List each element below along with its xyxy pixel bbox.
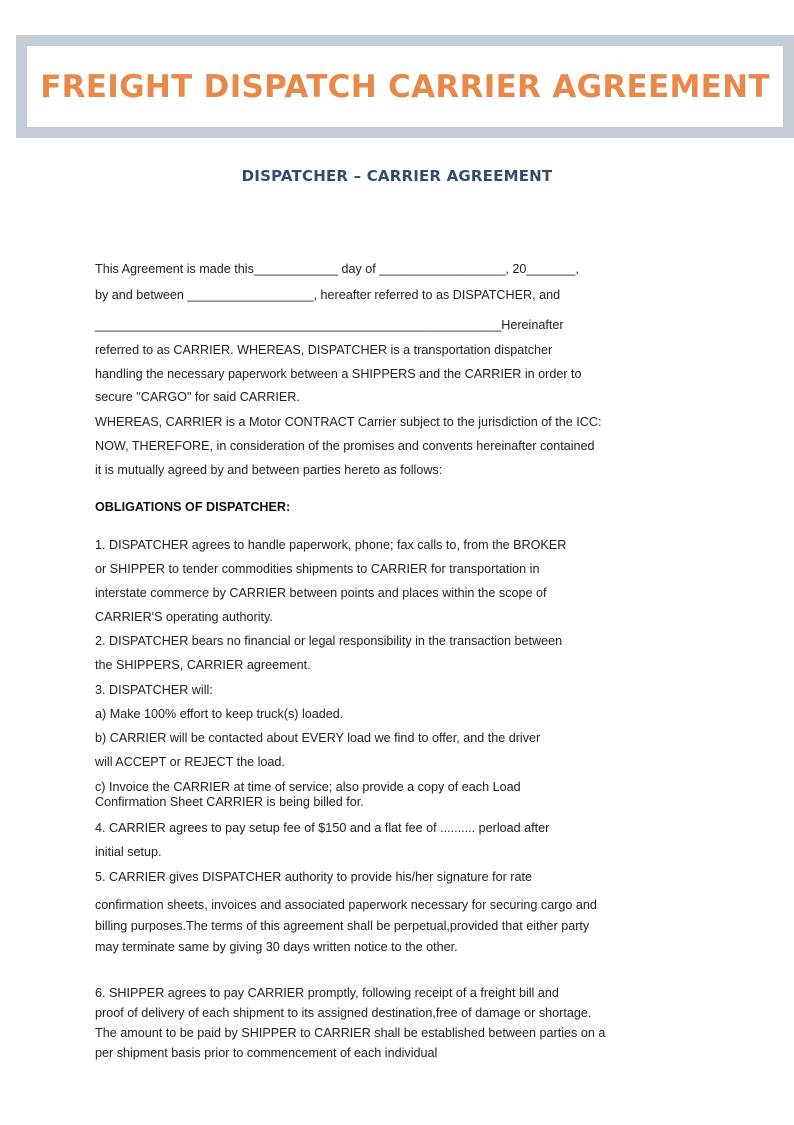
title-banner	[16, 35, 794, 138]
clause-line: confirmation sheets, invoices and associated paperwork necessary for securing cargo and	[95, 898, 597, 912]
clause-line: 1. DISPATCHER agrees to handle paperwork, phone; fax calls to, from the BROKER	[95, 538, 567, 552]
clause-line: or SHIPPER to tender commodities shipments to CARRIER for transportation in	[95, 562, 540, 576]
clause-line: proof of delivery of each shipment to its assigned destination,free of damage or shortage.	[95, 1006, 592, 1020]
intro-line: __________________________________________________________Hereinafter	[95, 318, 564, 332]
document-title: FREIGHT DISPATCH CARRIER AGREEMENT	[40, 68, 770, 105]
clause-line: 4. CARRIER agrees to pay setup fee of $150 and a flat fee of .......... perload after	[95, 821, 550, 835]
clause-line: c) Invoice the CARRIER at time of service; also provide a copy of each Load	[95, 780, 521, 794]
document-subtitle: DISPATCHER – CARRIER AGREEMENT	[241, 167, 553, 185]
clause-line: b) CARRIER will be contacted about EVERY load we find to offer, and the driver	[95, 731, 541, 745]
clause-line: Confirmation Sheet CARRIER is being billed for.	[95, 795, 364, 809]
clause-line: CARRIER'S operating authority.	[95, 610, 273, 624]
intro-line: by and between __________________, hereafter referred to as DISPATCHER, and	[95, 288, 561, 302]
intro-line: WHEREAS, CARRIER is a Motor CONTRACT Carrier subject to the jurisdiction of the ICC:	[95, 415, 602, 429]
clause-line: 2. DISPATCHER bears no financial or legal responsibility in the transaction between	[95, 634, 563, 648]
clause-line: the SHIPPERS, CARRIER agreement.	[95, 658, 311, 672]
clause-line: initial setup.	[95, 845, 162, 859]
clause-line: will ACCEPT or REJECT the load.	[95, 755, 285, 769]
clause-line: 3. DISPATCHER will:	[95, 683, 213, 697]
clause-line: The amount to be paid by SHIPPER to CARRIER shall be established between parties on a	[95, 1026, 606, 1040]
intro-line: handling the necessary paperwork between a SHIPPERS and the CARRIER in order to	[95, 367, 582, 381]
clause-line: interstate commerce by CARRIER between points and places within the scope of	[95, 586, 547, 600]
intro-line: referred to as CARRIER. WHEREAS, DISPATCHER is a transportation dispatcher	[95, 343, 553, 357]
clause-line: billing purposes.The terms of this agreement shall be perpetual,provided that either party	[95, 919, 590, 933]
clause-line: a) Make 100% effort to keep truck(s) loaded.	[95, 707, 344, 721]
intro-line: secure "CARGO" for said CARRIER.	[95, 390, 300, 404]
clause-line: per shipment basis prior to commencement of each individual	[95, 1046, 438, 1060]
intro-line: This Agreement is made this____________ day of __________________, 20_______,	[95, 262, 579, 276]
obligations-heading: OBLIGATIONS OF DISPATCHER:	[95, 500, 291, 514]
intro-line: NOW, THEREFORE, in consideration of the promises and convents hereinafter contained	[95, 439, 595, 453]
title-banner-inner	[27, 46, 783, 127]
clause-line: may terminate same by giving 30 days written notice to the other.	[95, 940, 458, 954]
clause-line: 5. CARRIER gives DISPATCHER authority to provide his/her signature for rate	[95, 870, 532, 884]
intro-line: it is mutually agreed by and between parties hereto as follows:	[95, 463, 443, 477]
clause-line: 6. SHIPPER agrees to pay CARRIER promptly, following receipt of a freight bill and	[95, 986, 559, 1000]
